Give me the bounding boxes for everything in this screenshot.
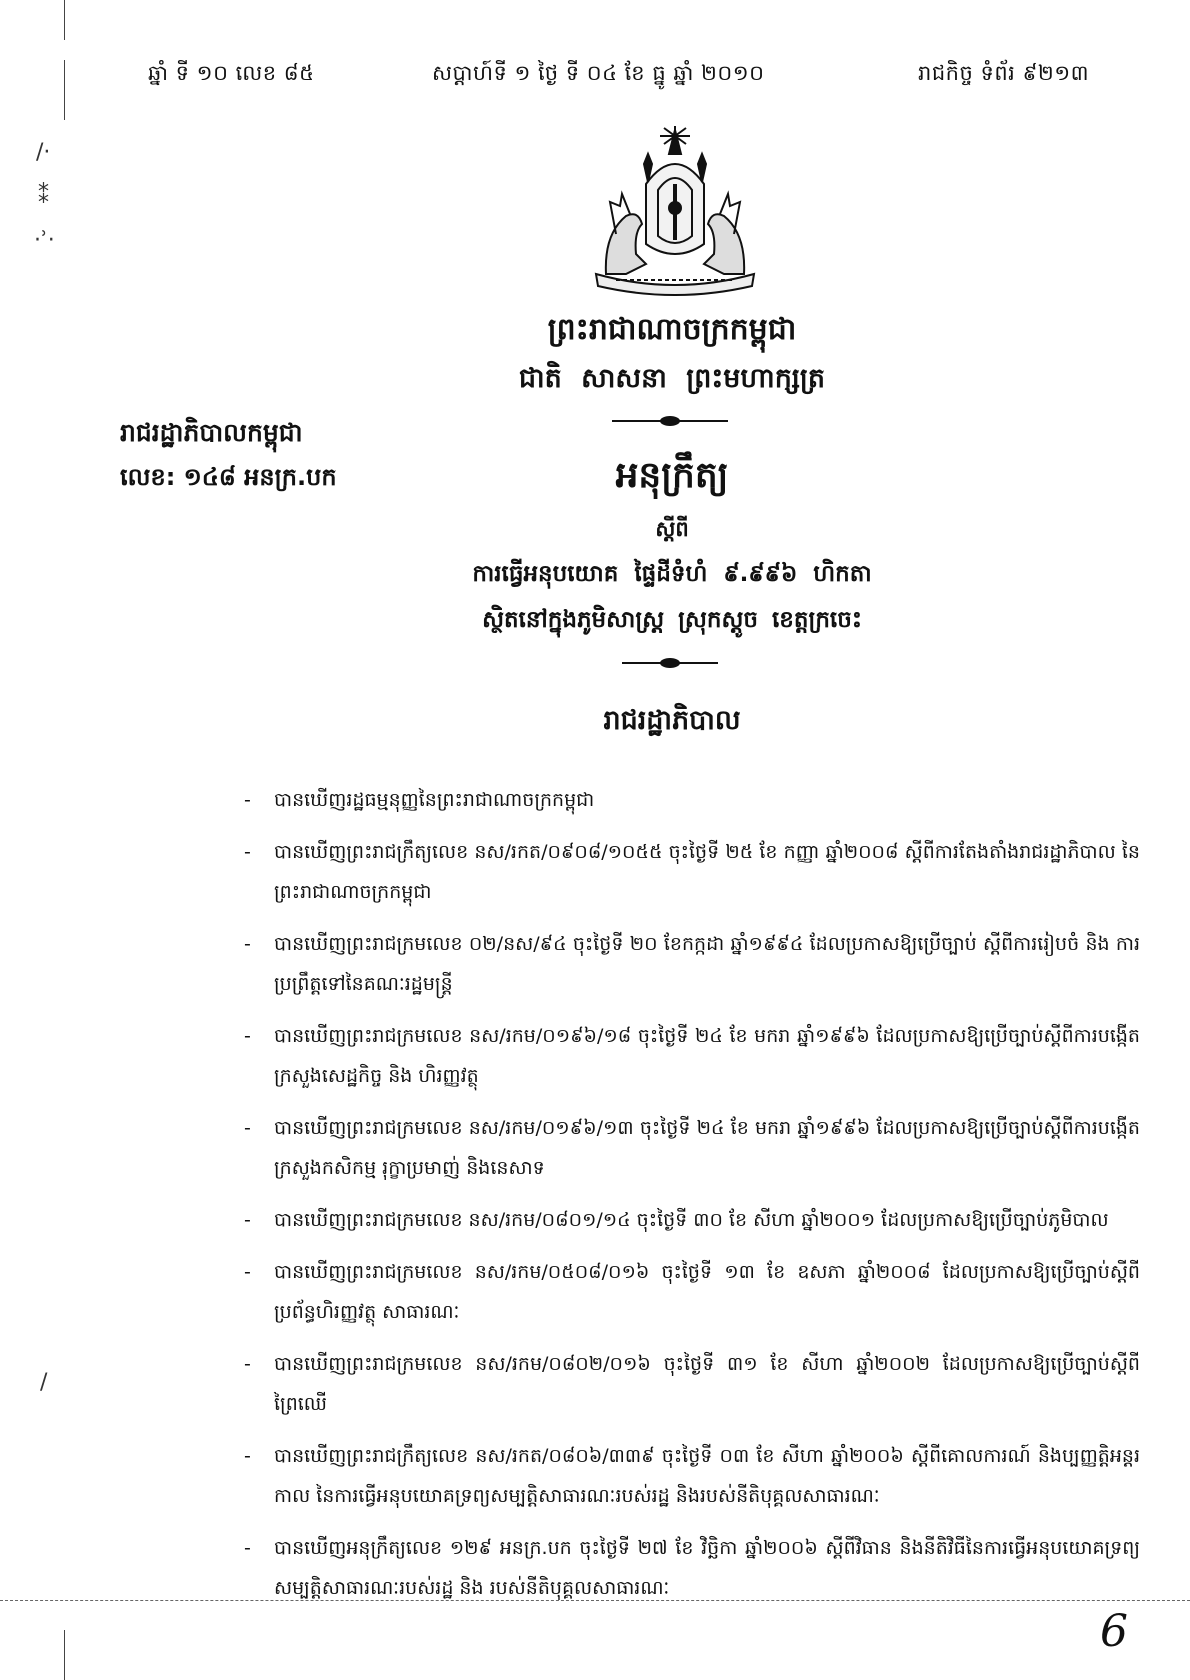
margin-rule-top xyxy=(64,0,65,40)
list-dash: - xyxy=(244,1117,251,1139)
ornament-divider-top xyxy=(612,420,728,422)
margin-handwriting: /· xyxy=(36,140,51,165)
list-dash: - xyxy=(244,1209,251,1231)
margin-rule-upper xyxy=(64,60,65,120)
preamble-item xyxy=(244,1016,1140,1096)
preamble-item xyxy=(244,1252,1140,1332)
issuer-heading: រាជរដ្ឋាភិបាល xyxy=(603,705,741,736)
page-handwritten-number: 6 xyxy=(1100,1606,1128,1657)
preamble-item xyxy=(244,924,1140,1004)
subject-line-2: ស្ថិតនៅក្នុងភូមិសាស្ត្រ ស្រុកស្តូច ខេត្តក្រចេះ xyxy=(482,607,862,633)
list-dash: - xyxy=(244,1025,251,1047)
preamble-text: បានឃើញព្រះរាជក្រមលេខ នស/រកម/០១៩៦/១៣ ចុះថ្ងៃទី ២៤ ខែ មករា ឆ្នាំ១៩៩៦ ដែលប្រកាសឱ្យប្រើច្បាប់ស្តីពីការបង្កើតក្រសួងកសិកម្ម រុក្ខាប្រមាញ់ និងនេសាទ xyxy=(274,1117,1140,1179)
preamble-text: បានឃើញព្រះរាជក្រមលេខ នស/រកម/០៥០៨/០១៦ ចុះថ្ងៃទី ១៣ ខែ ឧសភា ឆ្នាំ២០០៨ ដែលប្រកាសឱ្យប្រើច្បាប់ស្តីពីប្រព័ន្ធហិរញ្ញវត្ថុ សាធារណៈ xyxy=(274,1261,1140,1323)
preamble-text: បានឃើញព្រះរាជក្រឹត្យលេខ នស/រកត/០៨០៦/៣៣៩ ចុះថ្ងៃទី ០៣ ខែ សីហា ឆ្នាំ២០០៦ ស្តីពីគោលការណ៍ និងប្បញ្ញត្តិអន្តរកាល នៃការធ្វើអនុបយោគទ្រព្យសម្បត្តិសាធារណៈរបស់រដ្ឋ និងរបស់នីតិបុគ្គលសាធារណៈ xyxy=(274,1445,1140,1507)
preamble-list xyxy=(244,780,1140,1620)
gazette-page-number: រាជកិច្ច ទំព័រ ៩២១៣ xyxy=(918,61,1090,85)
preamble-item xyxy=(244,780,1140,820)
preamble-text: បានឃើញព្រះរាជក្រមលេខ នស/រកម/០៨០១/១៤ ចុះថ្ងៃទី ៣០ ខែ សីហា ឆ្នាំ២០០១ ដែលប្រកាសឱ្យប្រើច្បាប់ភូមិបាល xyxy=(274,1209,1109,1231)
margin-tick-mark: / xyxy=(40,1370,48,1395)
gazette-date: សប្តាហ៍ទី ១ ថ្ងៃ ទី ០៤ ខែ ធ្នូ ឆ្នាំ ២០១០ xyxy=(432,61,765,85)
list-dash: - xyxy=(244,789,251,811)
national-motto: ជាតិ សាសនា ព្រះមហាក្សត្រ xyxy=(518,363,826,394)
list-dash: - xyxy=(244,1537,251,1559)
margin-handwriting-mark: ⁑ xyxy=(38,184,49,209)
page-bottom-rule xyxy=(0,1600,1190,1601)
preamble-text: បានឃើញព្រះរាជក្រឹត្យលេខ នស/រកត/០៩០៨/១០៥៥ ចុះថ្ងៃទី ២៥ ខែ កញ្ញា ឆ្នាំ២០០៨ ស្តីពីការតែងតាំងរាជរដ្ឋាភិបាល នៃព្រះរាជាណាចក្រកម្ពុជា xyxy=(274,841,1140,903)
preamble-text: បានឃើញព្រះរាជក្រមលេខ នស/រកម/០៨០២/០១៦ ចុះថ្ងៃទី ៣១ ខែ សីហា ឆ្នាំ២០០២ ដែលប្រកាសឱ្យប្រើច្បាប់ស្តីពីព្រៃឈើ xyxy=(274,1353,1140,1415)
preamble-item xyxy=(244,1200,1140,1240)
gazette-issue: ឆ្នាំ ទី ១០ លេខ ៨៥ xyxy=(148,61,315,85)
list-dash: - xyxy=(244,933,251,955)
ornament-divider-bottom xyxy=(622,662,718,664)
subject-line-1: ការធ្វើអនុបយោគ ផ្ទៃដីទំហំ ៩.៩៩៦ ហិកតា xyxy=(472,561,872,587)
preamble-item xyxy=(244,1344,1140,1424)
kingdom-name: ព្រះរាជាណាចក្រកម្ពុជា xyxy=(547,312,797,347)
preamble-text: បានឃើញព្រះរាជក្រមលេខ ០២/នស/៩៤ ចុះថ្ងៃទី ២០ ខែកក្កដា ឆ្នាំ១៩៩៤ ដែលប្រកាសឱ្យប្រើច្បាប់ ស្តីពីការរៀបចំ និង ការប្រព្រឹត្តទៅនៃគណៈរដ្ឋមន្ត្រី xyxy=(274,933,1140,995)
preamble-text: បានឃើញព្រះរាជក្រមលេខ នស/រកម/០១៩៦/១៨ ចុះថ្ងៃទី ២៤ ខែ មករា ឆ្នាំ១៩៩៦ ដែលប្រកាសឱ្យប្រើច្បាប់ស្តីពីការបង្កើតក្រសួងសេដ្ឋកិច្ច និង ហិរញ្ញវត្ថុ xyxy=(274,1025,1140,1087)
list-dash: - xyxy=(244,1445,251,1467)
preamble-item xyxy=(244,1436,1140,1516)
issuing-government: រាជរដ្ឋាភិបាលកម្ពុជា xyxy=(120,418,303,447)
preamble-item xyxy=(244,832,1140,912)
royal-coat-of-arms-icon xyxy=(586,124,764,296)
list-dash: - xyxy=(244,841,251,863)
preamble-text: បានឃើញរដ្ឋធម្មនុញ្ញនៃព្រះរាជាណាចក្រកម្ពុជា xyxy=(274,789,595,811)
reference-number: លេខ: ១៤៨ អនក្រ.បក xyxy=(120,463,337,491)
document-type-title: អនុក្រឹត្យ xyxy=(615,455,729,496)
preamble-text: បានឃើញអនុក្រឹត្យលេខ ១២៩ អនក្រ.បក ចុះថ្ងៃទី ២៧ ខែ វិច្ឆិកា ឆ្នាំ២០០៦ ស្តីពីវិធាន និងនីតិវិធីនៃការធ្វើអនុបយោគទ្រព្យសម្បត្តិសាធារណៈរបស់រដ្ឋ និង របស់នីតិបុគ្គលសាធារណៈ xyxy=(274,1537,1140,1599)
margin-rule-bottom xyxy=(64,1630,65,1680)
margin-handwriting-note: ·ʾ· xyxy=(34,228,55,253)
preamble-item xyxy=(244,1528,1140,1608)
subject-about-label: ស្តីពី xyxy=(655,517,689,541)
preamble-item xyxy=(244,1108,1140,1188)
list-dash: - xyxy=(244,1353,251,1375)
list-dash: - xyxy=(244,1261,251,1283)
